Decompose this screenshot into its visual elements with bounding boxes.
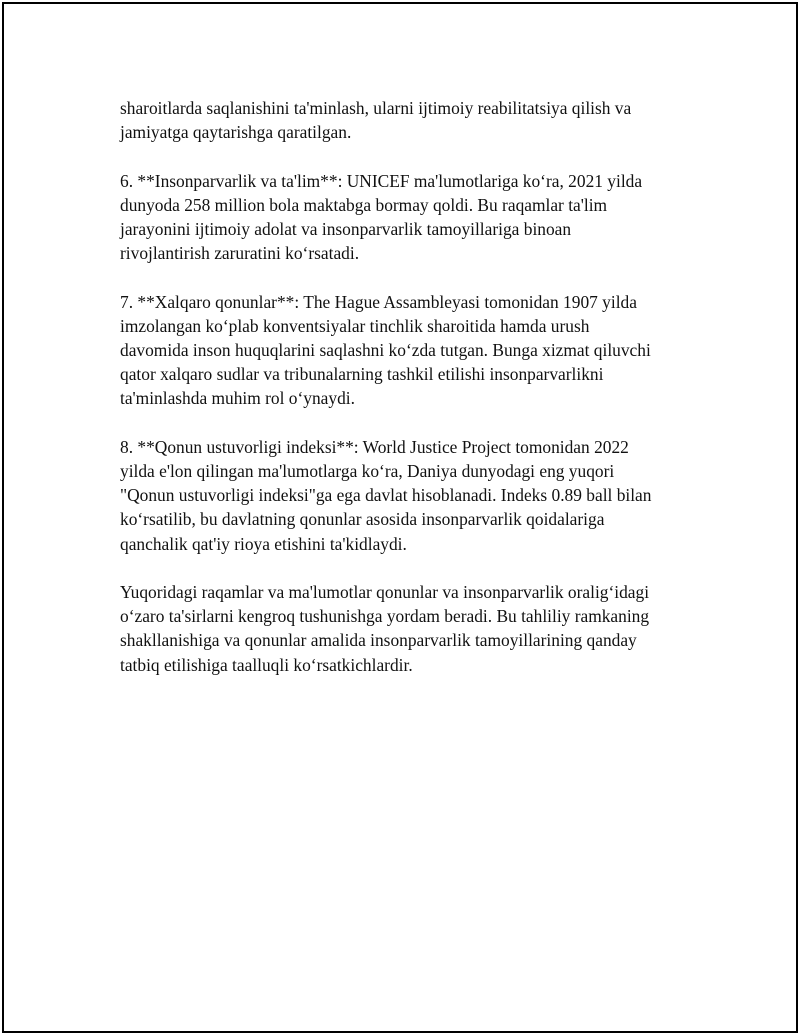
text-line: "Qonun ustuvorligi indeksi"ga ega davlat hisoblanadi. Indeks 0.89 ball bilan (120, 485, 652, 506)
text-line: jamiyatga qaytarishga qaratilgan. (120, 122, 352, 143)
text-line: sharoitlarda saqlanishini ta'minlash, ularni ijtimoiy reabilitatsiya qilish va (120, 98, 632, 118)
text-line: davomida inson huquqlarini saqlashni ko‘zda tutgan. Bunga xizmat qiluvchi (120, 340, 651, 360)
paragraph-conclusion (120, 580, 700, 677)
text-line: tatbiq etilishiga taalluqli ko‘rsatkichlardir. (120, 654, 413, 675)
paragraph-item-6 (120, 169, 700, 266)
text-line: rivojlantirish zaruratini ko‘rsatadi. (120, 243, 360, 264)
text-line: shakllanishiga va qonunlar amalida insonparvarlik tamoyillarining qanday (120, 630, 637, 651)
text-line: yilda e'lon qilingan ma'lumotlarga ko‘ra, Daniya dunyodagi eng yuqori (120, 461, 615, 481)
text-line: dunyoda 258 million bola maktabga bormay qoldi. Bu raqamlar ta'lim (120, 194, 608, 215)
text-line: 6. **Insonparvarlik va ta'lim**: UNICEF ma'lumotlariga ko‘ra, 2021 yilda (120, 170, 643, 191)
text-line: ko‘rsatilib, bu davlatning qonunlar asosida insonparvarlik qoidalariga (120, 509, 605, 530)
text-line: jarayonini ijtimoiy adolat va insonparvarlik tamoyillariga binoan (120, 219, 572, 239)
text-line: 7. **Xalqaro qonunlar**: The Hague Assambleyasi tomonidan 1907 yilda (120, 291, 637, 312)
text-line: ta'minlashda muhim rol o‘ynaydi. (120, 388, 355, 409)
text-line: 8. **Qonun ustuvorligi indeksi**: World Justice Project tomonidan 2022 (120, 436, 629, 457)
paragraph-intro-continuation (120, 96, 700, 144)
document-body (120, 96, 700, 701)
document-page (2, 2, 798, 1033)
text-line: qator xalqaro sudlar va tribunalarning tashkil etilishi insonparvarlikni (120, 364, 604, 385)
paragraph-item-8 (120, 435, 700, 556)
text-line: Yuqoridagi raqamlar va ma'lumotlar qonunlar va insonparvarlik oralig‘idagi (120, 582, 650, 602)
paragraph-item-7 (120, 290, 700, 411)
text-line: imzolangan ko‘plab konventsiyalar tinchlik sharoitida hamda urush (120, 315, 590, 336)
text-line: qanchalik qat'iy rioya etishini ta'kidlaydi. (120, 533, 407, 554)
text-line: o‘zaro ta'sirlarni kengroq tushunishga yordam beradi. Bu tahliliy ramkaning (120, 606, 650, 627)
